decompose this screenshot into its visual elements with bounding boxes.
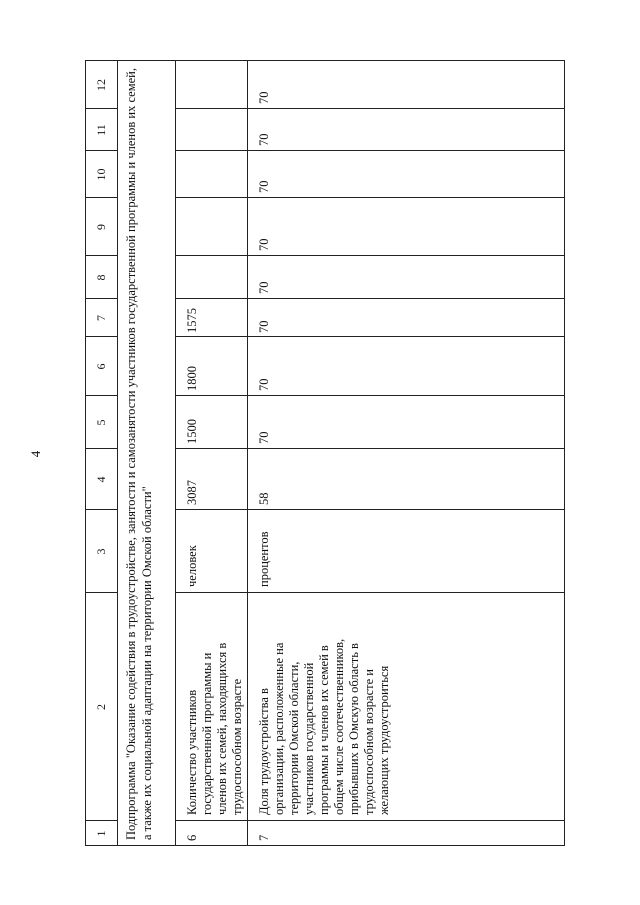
grid-line: [85, 60, 565, 61]
header-cell: 1: [94, 830, 108, 837]
indicator-table: [85, 60, 565, 846]
indicator-line: территории Омской области,: [287, 661, 301, 815]
grid-line: [175, 255, 565, 256]
value-cell: 70: [257, 378, 271, 391]
grid-line: [175, 820, 565, 821]
grid-line: [175, 592, 565, 593]
grid-line: [175, 448, 565, 449]
header-cell: 5: [94, 419, 108, 426]
grid-line: [175, 298, 565, 299]
grid-line: [247, 60, 248, 846]
header-cell: 2: [94, 704, 108, 710]
indicator-line: трудоспособном возрасте и: [362, 669, 376, 815]
page-number: 4: [28, 450, 43, 458]
indicator-line: членов их семей, находящихся в: [215, 642, 229, 815]
value-cell: 70: [257, 180, 271, 193]
indicator-line: прибывших в Омскую область в: [347, 643, 361, 815]
indicator-line: организации, расположенные на: [272, 642, 286, 815]
header-cell: 10: [94, 168, 108, 181]
indicator-line: Количество участников: [185, 689, 199, 815]
grid-line: [175, 395, 565, 396]
value-cell: 70: [257, 238, 271, 251]
value-cell: 58: [257, 492, 271, 505]
header-cell: 4: [94, 476, 108, 483]
indicator-line: общем числе соотечественников,: [332, 638, 346, 815]
indicator-line: желающих трудоустроиться: [377, 665, 391, 815]
subprogram-title: Подпрограмма "Оказание содействия в трудоустройстве, занятости и самозанятости участников государственной программы и членов их семей, а также их социальной адаптации на территории Омской области": [124, 68, 154, 840]
grid-line: [175, 108, 565, 109]
indicator-line: государственной программы и: [200, 652, 214, 815]
indicator-line: трудоспособном возрасте: [230, 678, 244, 815]
value-cell: 1500: [185, 419, 199, 444]
indicator-line: программы и членов их семей в: [317, 645, 331, 815]
grid-line: [175, 60, 176, 846]
row-number: 6: [185, 834, 199, 841]
header-cell: 8: [94, 274, 108, 281]
value-cell: 1800: [185, 366, 199, 391]
grid-line: [175, 197, 565, 198]
header-cell: 12: [94, 79, 108, 91]
grid-line: [175, 336, 565, 337]
unit-cell: процентов: [257, 531, 271, 587]
grid-line: [85, 845, 565, 846]
grid-line: [564, 60, 565, 846]
indicator-line: участников государственной: [302, 662, 316, 815]
value-cell: 3087: [185, 480, 199, 505]
grid-line: [175, 150, 565, 151]
indicator-line: Доля трудоустройства в: [257, 688, 271, 815]
header-cell: 6: [94, 363, 108, 370]
grid-line: [117, 60, 118, 846]
grid-line: [175, 509, 565, 510]
value-cell: 70: [257, 91, 271, 104]
unit-cell: человек: [185, 545, 199, 587]
value-cell: 70: [257, 133, 271, 146]
value-cell: 70: [257, 281, 271, 294]
header-cell: 7: [94, 315, 108, 321]
header-cell: 11: [94, 124, 108, 136]
row-number: 7: [257, 834, 271, 841]
header-cell: 9: [94, 224, 108, 230]
value-cell: 70: [257, 431, 271, 444]
grid-line: [85, 60, 86, 846]
value-cell: 1575: [185, 308, 199, 333]
value-cell: 70: [257, 320, 271, 333]
rotated-table-area: [85, 60, 565, 846]
header-cell: 3: [94, 548, 108, 555]
